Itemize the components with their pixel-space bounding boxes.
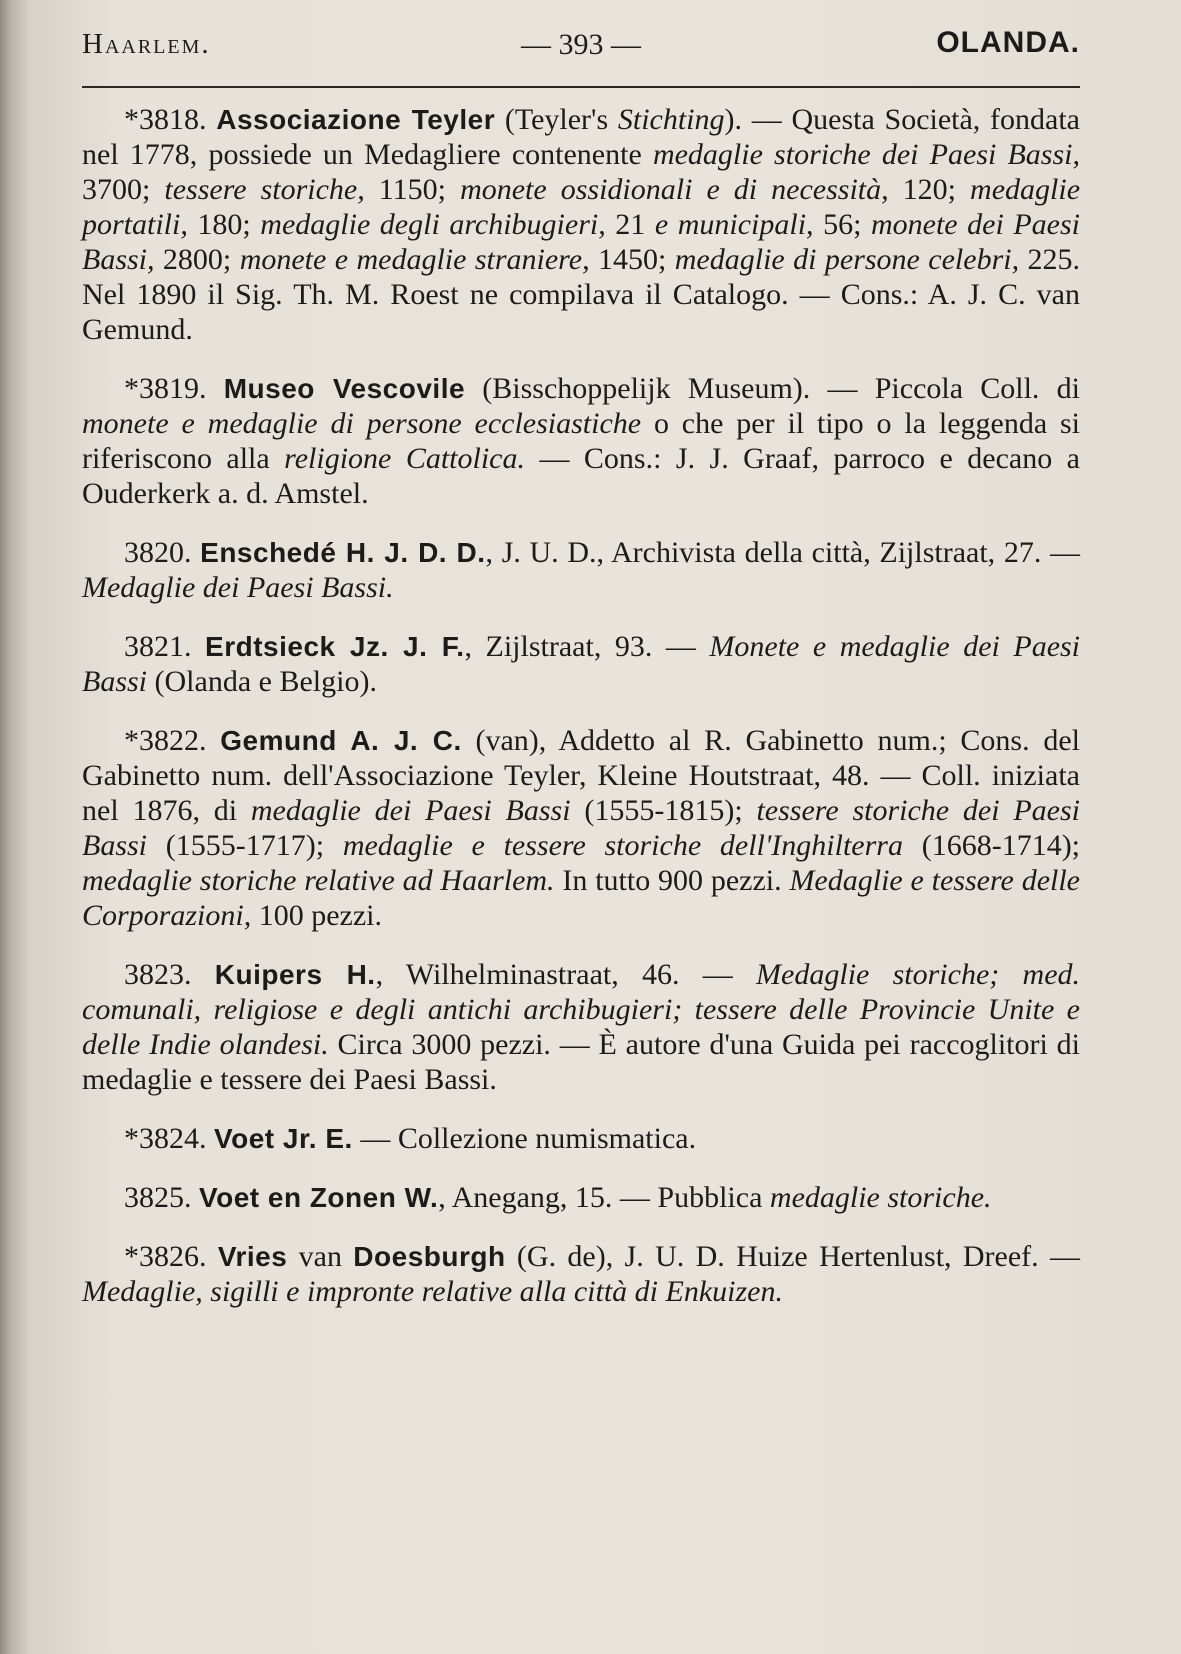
entry-number: *3824. [124,1122,207,1155]
entry-number: 3825. [124,1181,192,1214]
italic-text: Medaglie storiche; med. comunali, religiose e degli antichi archibugieri; tessere delle Provincie Unite e delle Indie olandesi. [82,958,1081,1061]
entry-3820 [82,535,1080,605]
body-text: In tutto 900 pezzi. [554,864,790,897]
entry-number: 3820. [124,536,192,569]
body-text: (Olanda e Belgio). [147,665,377,698]
italic-text: medaglie dei Paesi Bassi [250,794,571,827]
italic-text: monete e medaglie straniere, [239,243,590,276]
entry-body [82,103,1080,346]
entry-name: Vries [217,1241,288,1272]
body-text: (Bisschoppelijk Museum). — Piccola Coll. di [465,372,1080,405]
page-content [82,22,1080,1333]
body-text: , Anegang, 15. — Pubblica [438,1181,770,1214]
body-text: 100 pezzi. [251,899,382,932]
italic-text: Medaglie dei Paesi Bassi. [82,571,394,604]
header-country: OLANDA. [936,26,1080,59]
body-text: 56; [813,208,871,241]
body-text: (Teyler's [495,103,618,136]
italic-text: medaglie degli archibugieri, [260,208,606,241]
body-text: — Collezione numismatica. [352,1122,697,1155]
italic-text: monete ossidionali e di necessità, [460,173,889,206]
body-text: , Zijlstraat, 93. — [464,630,710,663]
body-text: 1450; [589,243,675,276]
body-text: 120; [888,173,971,206]
book-spine-shadow [0,0,26,1654]
body-text: ). — Questa Società, fondata nel 1778, possiede un Medagliere contenente [82,103,1080,171]
body-text: o che per il tipo o la leggenda si riferiscono alla [82,407,1081,475]
entry-name: Erdtsieck Jz. J. F. [205,631,465,662]
italic-text: Stichting [617,103,725,136]
entry-number: 3821. [124,630,192,663]
italic-text: medaglie storiche. [769,1181,992,1214]
page-number: — 393 — [521,28,641,61]
body-text: 1150; [364,173,461,206]
header-rule [82,86,1080,88]
italic-text: medaglie e tessere storiche dell'Inghilterra [342,829,903,862]
entry-number: *3818. [124,103,207,136]
italic-text: medaglie storiche dei Paesi Bassi, [652,138,1080,171]
italic-text: monete dei Paesi Bassi, [82,208,1080,276]
entry-3818 [82,102,1080,347]
entry-3823 [82,957,1080,1097]
italic-text: religione Cattolica. [284,442,525,475]
entry-name-surname: Doesburgh [353,1241,506,1272]
entry-name: Enschedé H. J. D. D. [200,537,486,568]
entry-3824 [82,1121,1080,1156]
entry-number: *3826. [124,1240,207,1273]
body-text: (G. de), J. U. D. Huize Hertenlust, Dreef. — [505,1240,1080,1273]
italic-text: medaglie portatili, [82,173,1081,241]
body-text: 3700; [82,173,165,206]
entry-name-particle: van [287,1240,354,1273]
italic-text: e municipali, [654,208,814,241]
entry-3821 [82,629,1080,699]
body-text: Circa 3000 pezzi. — È autore d'una Guida pei raccoglitori di medaglie e tessere dei Paesi Bassi. [82,1028,1080,1096]
body-text: , J. U. D., Archivista della città, Zijlstraat, 27. — [485,536,1080,569]
italic-text: medaglie di persone celebri, [674,243,1020,276]
italic-text: tessere storiche dei Paesi Bassi [82,794,1080,862]
entry-name: Kuipers H. [214,959,376,990]
body-text: (1555-1815); [570,794,757,827]
entry-3825 [82,1180,1080,1215]
entry-3822 [82,723,1080,933]
body-text: 180; [187,208,261,241]
entry-name: Voet en Zonen W. [199,1182,439,1213]
body-text: (1668-1714); [902,829,1081,862]
body-text: 21 [605,208,655,241]
entry-number: *3819. [124,372,207,405]
body-text: , Wilhelminastraat, 46. — [375,958,757,991]
entry-number: 3823. [124,958,192,991]
entry-3826 [82,1239,1080,1309]
entry-name: Voet Jr. E. [214,1123,353,1154]
body-text: — Cons.: J. J. Graaf, parroco e decano a Ouderkerk a. d. Amstel. [82,442,1080,510]
italic-text: Monete e medaglie dei Paesi Bassi [82,630,1081,698]
entry-body [353,1122,696,1155]
italic-text: Medaglie, sigilli e impronte relative alla città di Enkuizen. [82,1275,783,1308]
body-text: 2800; [154,243,240,276]
italic-text: Medaglie e tessere delle Corporazioni, [82,864,1080,932]
running-header [82,22,1080,74]
italic-text: tessere storiche, [164,173,365,206]
entry-name: Museo Vescovile [223,373,466,404]
body-text: (van), Addetto al R. Gabinetto num.; Cons. del Gabinetto num. dell'Associazione Teyler, Kleine Houtstraat, 48. — Coll. iniziata nel 1876, di [82,724,1081,827]
body-text: 225. Nel 1890 il Sig. Th. M. Roest ne compilava il Catalogo. — Cons.: A. J. C. van Gemund. [82,243,1080,346]
entry-number: *3822. [124,724,207,757]
italic-text: medaglie storiche relative ad Haarlem. [82,864,555,897]
body-text: (1555-1717); [147,829,343,862]
book-page [26,0,1181,1654]
entry-3819 [82,371,1080,511]
entry-name: Gemund A. J. C. [220,725,462,756]
entry-name: Associazione Teyler [216,104,496,135]
italic-text: monete e medaglie di persone ecclesiastiche [82,407,642,440]
entry-body [438,1181,991,1214]
header-city: Haarlem. [82,28,211,60]
